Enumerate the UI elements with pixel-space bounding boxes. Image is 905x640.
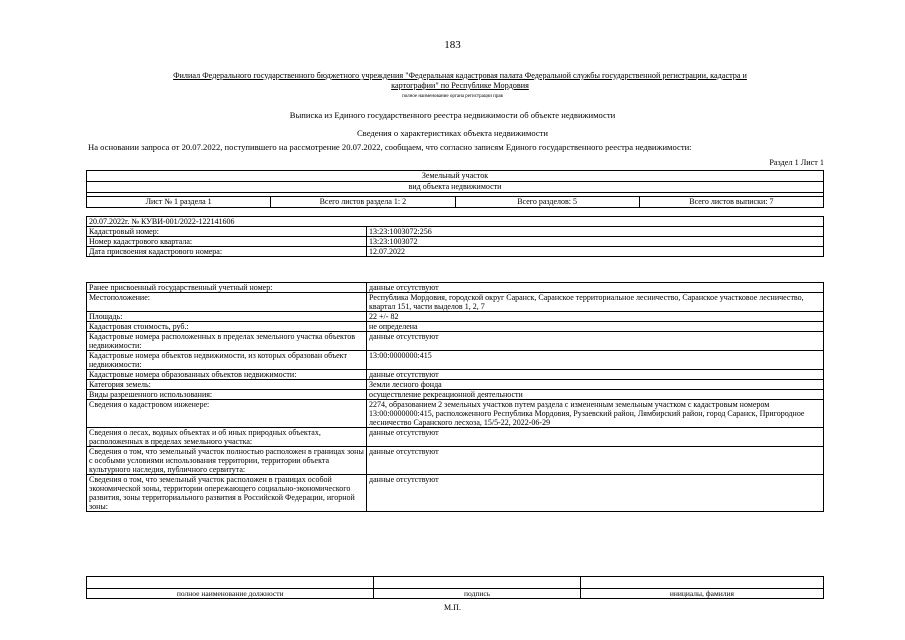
- row-label: Кадастровые номера расположенных в пределах земельного участка объектов недвижимости:: [87, 332, 367, 351]
- table-row: [87, 247, 824, 257]
- name-field: [580, 577, 823, 589]
- row-value: данные отсутствуют: [367, 475, 824, 512]
- row-value: Земли лесного фонда: [367, 380, 824, 390]
- signature-field: [374, 577, 580, 589]
- header-table: [86, 170, 824, 208]
- total-sheets: Всего листов выписки: 7: [639, 197, 823, 208]
- row-label: Категория земель:: [87, 380, 367, 390]
- object-type-caption: вид объекта недвижимости: [87, 182, 824, 193]
- organization-line-2: картографии" по Республике Мордовия: [391, 81, 529, 90]
- document-reference: 20.07.2022г. № КУВИ-001/2022-122141606: [87, 217, 824, 227]
- row-label: Сведения о том, что земельный участок расположен в границах особой экономической зоны, территории опережающего социально-экономического развития, зоны территориального развития в Российской Федерации, игорной зоны:: [87, 475, 367, 512]
- page-number: 183: [444, 39, 461, 51]
- table-row: [87, 428, 824, 447]
- row-value: 12.07.2022: [367, 247, 824, 257]
- row-label: Кадастровый номер:: [87, 227, 367, 237]
- position-caption: полное наименование должности: [87, 589, 374, 599]
- table-row: [87, 400, 824, 428]
- row-value: 2274, образованием 2 земельных участков путем раздела с измененным земельным участком с кадастровым номером 13:00:0000000:415, расположенного Республика Мордовия, Рузаевский район, Лямбирский район, город Саранск, Пригородное лесничество Саранского лесхоза, 15/5-22, 2022-06-29: [367, 400, 824, 428]
- row-value: Республика Мордовия, городской округ Саранск, Саранское территориальное лесничество, Саранское участковое лесничество, квартал 151, части выделов 1, 2, 7: [367, 293, 824, 312]
- row-value: осуществление рекреационной деятельности: [367, 390, 824, 400]
- row-value: 13:23:1003072:256: [367, 227, 824, 237]
- organization-line-1: Филиал Федерального государственного бюджетного учреждения "Федеральная кадастровая палата Федеральной службы государственной регистрации, кадастра и: [173, 71, 747, 80]
- table-row: [87, 283, 824, 293]
- row-value: 22 +/- 82: [367, 312, 824, 322]
- table-row: [87, 380, 824, 390]
- row-label: Дата присвоения кадастрового номера:: [87, 247, 367, 257]
- characteristics-table: [86, 282, 824, 512]
- row-label: Виды разрешенного использования:: [87, 390, 367, 400]
- row-value: данные отсутствуют: [367, 428, 824, 447]
- total-sheets-section: Всего листов раздела 1: 2: [271, 197, 455, 208]
- row-label: Кадастровые номера образованных объектов недвижимости:: [87, 370, 367, 380]
- signature-caption: подпись: [374, 589, 580, 599]
- row-label: Сведения о кадастровом инженере:: [87, 400, 367, 428]
- table-row: [87, 322, 824, 332]
- row-label: Сведения о лесах, водных объектах и об иных природных объектах, расположенных в пределах земельного участка:: [87, 428, 367, 447]
- row-label: Ранее присвоенный государственный учетный номер:: [87, 283, 367, 293]
- table-row: [87, 447, 824, 475]
- sheet-number: Лист № 1 раздела 1: [87, 197, 271, 208]
- name-caption: инициалы, фамилия: [580, 589, 823, 599]
- table-row: [87, 293, 824, 312]
- organization-name: [100, 71, 820, 91]
- row-label: Номер кадастрового квартала:: [87, 237, 367, 247]
- row-value: 13:00:0000000:415: [367, 351, 824, 370]
- basis-statement: На основании запроса от 20.07.2022, поступившего на рассмотрение 20.07.2022, сообщаем, что согласно записям Единого государственного реестра недвижимости:: [88, 142, 692, 152]
- table-row: [87, 227, 824, 237]
- row-label: Кадастровая стоимость, руб.:: [87, 322, 367, 332]
- table-row: [87, 237, 824, 247]
- document-subtitle: Сведения о характеристиках объекта недвижимости: [356, 128, 549, 138]
- row-label: Кадастровые номера объектов недвижимости, из которых образован объект недвижимости:: [87, 351, 367, 370]
- row-label: Местоположение:: [87, 293, 367, 312]
- row-value: 13:23:1003072: [367, 237, 824, 247]
- row-label: Площадь:: [87, 312, 367, 322]
- row-value: не определена: [367, 322, 824, 332]
- table-row: [87, 332, 824, 351]
- total-sections: Всего разделов: 5: [455, 197, 639, 208]
- signature-table: [86, 576, 824, 599]
- row-value: данные отсутствуют: [367, 447, 824, 475]
- row-value: данные отсутствуют: [367, 370, 824, 380]
- object-type: Земельный участок: [87, 171, 824, 182]
- table-row: [87, 475, 824, 512]
- row-value: данные отсутствуют: [367, 332, 824, 351]
- section-reference: Раздел 1 Лист 1: [769, 158, 824, 167]
- document-title: Выписка из Единого государственного реестра недвижимости об объекте недвижимости: [289, 110, 616, 120]
- table-row: [87, 370, 824, 380]
- stamp-placeholder: М.П.: [444, 603, 461, 612]
- table-row: [87, 351, 824, 370]
- organization-caption: полное наименование органа регистрации прав: [402, 94, 503, 99]
- info-table: [86, 216, 824, 257]
- position-field: [87, 577, 374, 589]
- table-row: [87, 390, 824, 400]
- row-label: Сведения о том, что земельный участок полностью расположен в границах зоны с особыми условиями использования территории, территории объекта культурного наследия, публичного сервитута:: [87, 447, 367, 475]
- table-row: [87, 312, 824, 322]
- row-value: данные отсутствуют: [367, 283, 824, 293]
